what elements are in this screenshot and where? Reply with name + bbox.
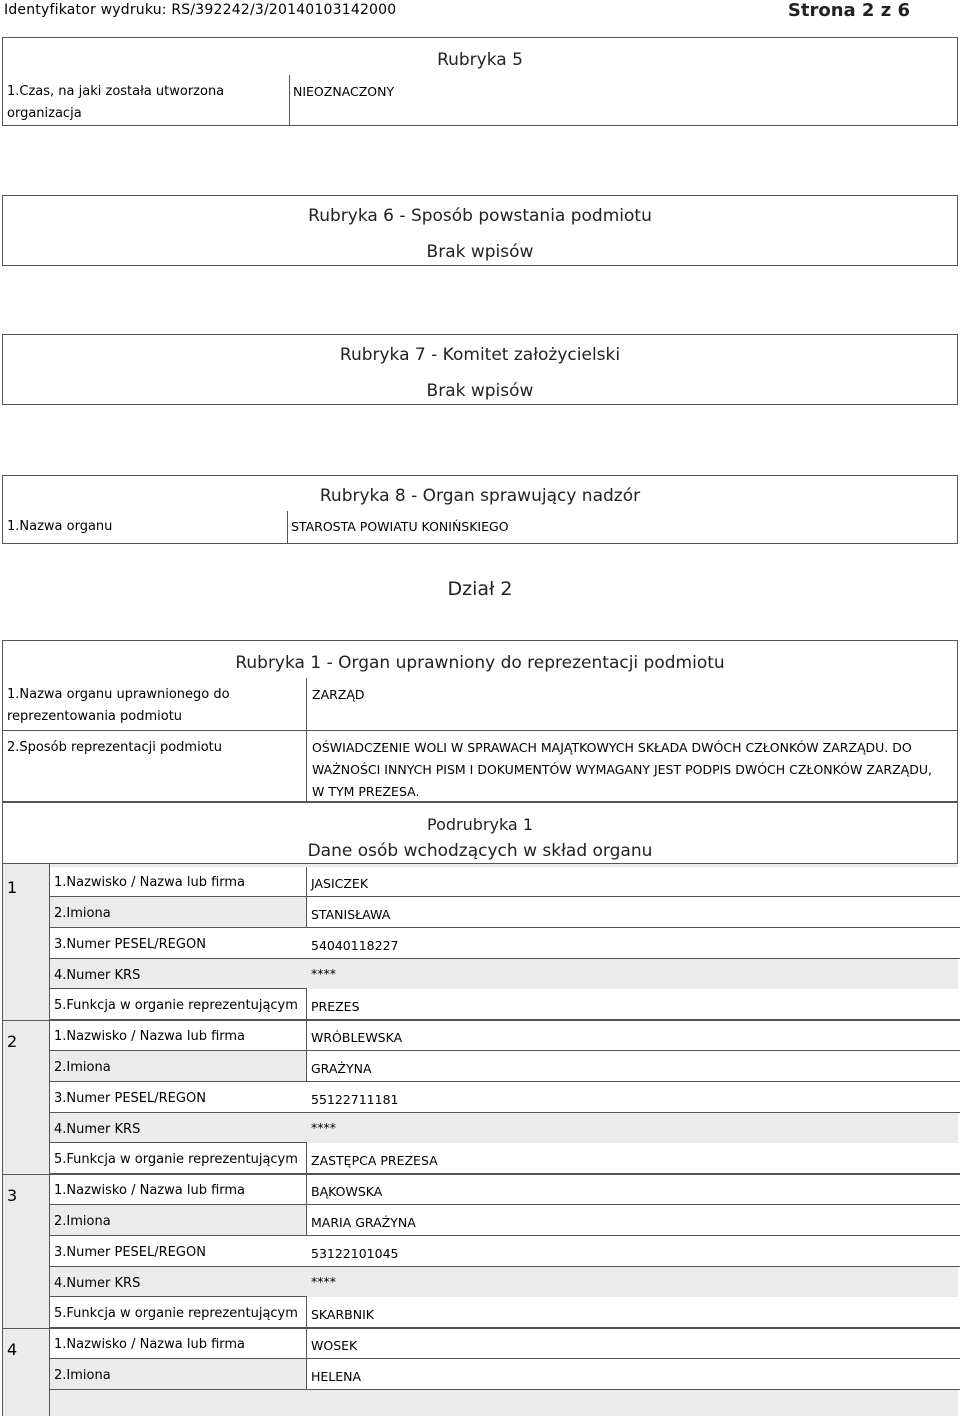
rubryka7-value: Brak wpisów (426, 381, 534, 401)
person-label-nazwisko: 1.Nazwisko / Nazwa lub firma (54, 1183, 246, 1198)
person-label-imiona: 2.Imiona (54, 906, 111, 921)
rubryka5-section (2, 37, 958, 126)
person-label-imiona: 2.Imiona (54, 1214, 111, 1229)
person-label-pesel: 3.Numer PESEL/REGON (54, 937, 206, 952)
person-label-pesel: 3.Numer PESEL/REGON (54, 1091, 206, 1106)
person-value-pesel: 53122101045 (311, 1246, 399, 1261)
dzial-title: Dział 2 (447, 578, 513, 600)
person-value-krs: **** (311, 966, 336, 981)
person-value-nazwisko: WOSEK (311, 1338, 358, 1353)
rubryka1-section (2, 640, 958, 802)
person-label-krs: 4.Numer KRS (54, 1122, 141, 1137)
person-value-imiona: MARIA GRAŻYNA (311, 1215, 416, 1230)
podrubryka-title: Podrubryka 1 (427, 815, 533, 834)
person-value-funkcja: SKARBNIK (311, 1307, 374, 1322)
podrubryka-section (2, 802, 958, 864)
person-number: 2 (7, 1032, 18, 1051)
person-label-imiona: 2.Imiona (54, 1368, 111, 1383)
person-value-funkcja: PREZES (311, 999, 360, 1014)
rubryka5-title: Rubryka 5 (437, 50, 523, 70)
person-label-nazwisko: 1.Nazwisko / Nazwa lub firma (54, 1029, 246, 1044)
person-label-krs: 4.Numer KRS (54, 968, 141, 983)
person-label-pesel: 3.Numer PESEL/REGON (54, 1245, 206, 1260)
rubryka1-value2: OŚWIADCZENIE WOLI W SPRAWACH MAJĄTKOWYCH SKŁADA DWÓCH CZŁONKÓW ZARZĄDU. DO WAŻNOŚCI INNYCH PISM I DOKUMENTÓW WYMAGANY JEST PODPIS DWÓCH CZŁONKÓW ZARZĄDU, W TYM PREZESA. (312, 740, 932, 799)
rubryka8-title: Rubryka 8 - Organ sprawujący nadzór (319, 486, 641, 506)
person-value-imiona: GRAŻYNA (311, 1061, 372, 1076)
rubryka5-label: 1.Czas, na jaki została utworzona organizacja (7, 84, 225, 121)
person-value-imiona: STANISŁAWA (311, 907, 391, 922)
person-value-funkcja: ZASTĘPCA PREZESA (311, 1153, 438, 1168)
person-label-krs: 4.Numer KRS (54, 1276, 141, 1291)
person-value-pesel: 55122711181 (311, 1092, 399, 1107)
rubryka7-section (2, 334, 958, 405)
rubryka5-value: NIEOZNACZONY (293, 84, 395, 99)
rubryka7-title: Rubryka 7 - Komitet założycielski (339, 345, 621, 365)
rubryka8-label: 1.Nazwa organu (7, 519, 113, 534)
person-label-nazwisko: 1.Nazwisko / Nazwa lub firma (54, 1337, 246, 1352)
person-label-nazwisko: 1.Nazwisko / Nazwa lub firma (54, 875, 246, 890)
person-value-nazwisko: BĄKOWSKA (311, 1184, 383, 1199)
person-number: 1 (7, 878, 18, 897)
rubryka8-value: STAROSTA POWIATU KONIŃSKIEGO (291, 519, 509, 534)
rubryka6-section (2, 195, 958, 266)
person-value-pesel: 54040118227 (311, 938, 399, 953)
rubryka1-label2: 2.Sposób reprezentacji podmiotu (7, 740, 222, 755)
person-number: 4 (7, 1340, 18, 1359)
person-label-funkcja: 5.Funkcja w organie reprezentującym (54, 1152, 298, 1167)
person-number: 3 (7, 1186, 18, 1205)
person-label-imiona: 2.Imiona (54, 1060, 111, 1075)
person-label-funkcja: 5.Funkcja w organie reprezentującym (54, 1306, 298, 1321)
rubryka8-section (2, 475, 958, 544)
page-number: Strona 2 z 6 (787, 0, 910, 21)
rubryka6-value: Brak wpisów (426, 242, 534, 262)
person-value-nazwisko: WRÓBLEWSKA (311, 1030, 403, 1045)
person-value-nazwisko: JASICZEK (311, 876, 369, 891)
print-identifier: Identyfikator wydruku: RS/392242/3/20140103142000 (4, 2, 397, 18)
rubryka1-title: Rubryka 1 - Organ uprawniony do reprezentacji podmiotu (235, 653, 725, 673)
person-value-krs: **** (311, 1120, 336, 1135)
rubryka1-label1: 1.Nazwa organu uprawnionego do reprezentowania podmiotu (7, 687, 230, 724)
rubryka6-title: Rubryka 6 - Sposób powstania podmiotu (308, 206, 652, 226)
podrubryka-subtitle: Dane osób wchodzących w skład organu (307, 841, 653, 861)
person-value-imiona: HELENA (311, 1369, 362, 1384)
person-value-krs: **** (311, 1274, 336, 1289)
person-label-funkcja: 5.Funkcja w organie reprezentującym (54, 998, 298, 1013)
rubryka1-value1: ZARZĄD (312, 687, 365, 702)
